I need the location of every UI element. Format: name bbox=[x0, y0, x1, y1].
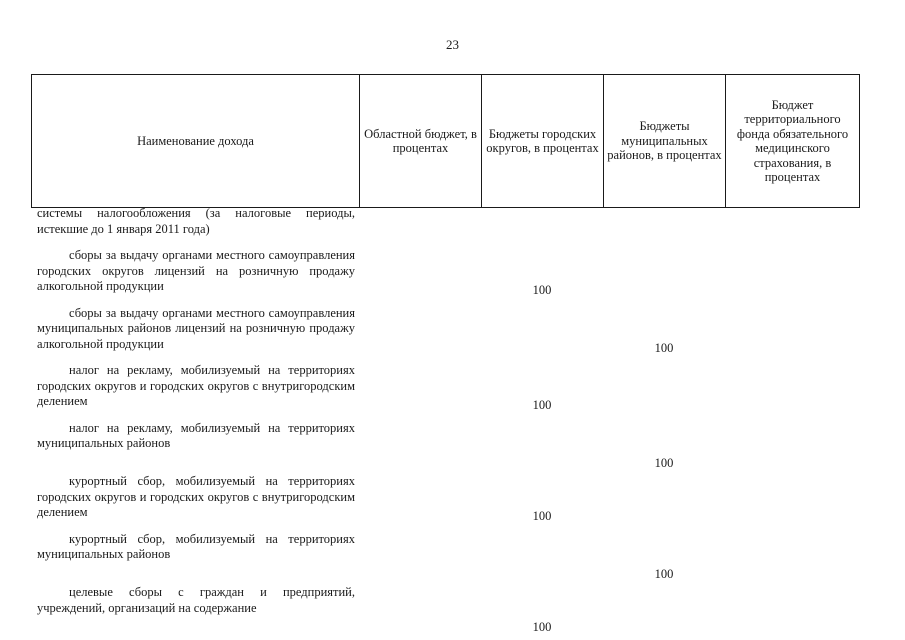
regional-value-cell bbox=[359, 418, 481, 472]
page-number: 23 bbox=[446, 37, 459, 52]
regional-value-cell bbox=[359, 582, 481, 636]
table-row bbox=[31, 418, 859, 472]
municipal-value-cell: 100 bbox=[654, 455, 674, 470]
urban-value-cell: 100 bbox=[532, 398, 552, 412]
table-row bbox=[31, 529, 859, 583]
income-name-cell: сборы за выдачу органами местного самоуправления городских округов лицензий на розничную продажу алкогольной продукции bbox=[37, 248, 355, 293]
regional-value-cell bbox=[359, 360, 481, 418]
municipal-value-cell: 100 bbox=[654, 566, 674, 581]
income-name-cell: курортный сбор, мобилизуемый на территориях городских округов и городских округов с внутригородским делением bbox=[37, 474, 355, 519]
regional-value-cell bbox=[359, 245, 481, 303]
income-name-cell: системы налогообложения (за налоговые периоды, истекшие до 1 января 2011 года) bbox=[37, 206, 355, 236]
header-regional-budget: Областной бюджет, в процентах bbox=[360, 75, 482, 208]
regional-value-cell bbox=[359, 203, 481, 245]
municipal-value-cell bbox=[603, 582, 725, 636]
table-row bbox=[31, 471, 859, 529]
header-income-name: Наименование дохода bbox=[32, 75, 360, 208]
urban-value-cell bbox=[481, 203, 603, 245]
income-name-cell: налог на рекламу, мобилизуемый на территориях муниципальных районов bbox=[37, 420, 355, 450]
header-insurance-fund: Бюджет территориального фонда обязательного медицинского страхования, в процентах bbox=[726, 75, 860, 208]
regional-value-cell bbox=[359, 471, 481, 529]
fund-value-cell bbox=[725, 303, 859, 361]
municipal-value-cell bbox=[603, 360, 725, 418]
municipal-value-cell bbox=[603, 203, 725, 245]
fund-value-cell bbox=[725, 418, 859, 472]
header-municipal-budgets: Бюджеты муниципальных районов, в процентах bbox=[604, 75, 726, 208]
income-name-cell: сборы за выдачу органами местного самоуправления муниципальных районов лицензий на розничную продажу алкогольной продукции bbox=[37, 305, 355, 351]
fund-value-cell bbox=[725, 471, 859, 529]
header-urban-budgets: Бюджеты городских округов, в процентах bbox=[482, 75, 604, 208]
fund-value-cell bbox=[725, 582, 859, 636]
fund-value-cell bbox=[725, 360, 859, 418]
table-row bbox=[31, 245, 859, 303]
table-row bbox=[31, 360, 859, 418]
income-name-cell: целевые сборы с граждан и предприятий, учреждений, организаций на содержание bbox=[37, 585, 355, 615]
table-body bbox=[31, 203, 859, 636]
regional-value-cell bbox=[359, 303, 481, 361]
income-name-cell: курортный сбор, мобилизуемый на территориях муниципальных районов bbox=[37, 531, 355, 561]
fund-value-cell bbox=[725, 203, 859, 245]
urban-value-cell bbox=[481, 529, 603, 583]
table-header bbox=[31, 74, 860, 208]
table-row bbox=[31, 582, 859, 636]
urban-value-cell bbox=[481, 418, 603, 472]
income-name-cell: налог на рекламу, мобилизуемый на территориях городских округов и городских округов с внутригородским делением bbox=[37, 363, 355, 408]
municipal-value-cell bbox=[603, 245, 725, 303]
municipal-value-cell: 100 bbox=[654, 340, 674, 355]
regional-value-cell bbox=[359, 529, 481, 583]
table-row bbox=[31, 303, 859, 361]
table-row bbox=[31, 203, 859, 245]
fund-value-cell bbox=[725, 245, 859, 303]
municipal-value-cell bbox=[603, 471, 725, 529]
urban-value-cell: 100 bbox=[532, 509, 552, 523]
urban-value-cell: 100 bbox=[532, 283, 552, 297]
fund-value-cell bbox=[725, 529, 859, 583]
urban-value-cell bbox=[481, 303, 603, 361]
urban-value-cell: 100 bbox=[532, 620, 552, 634]
